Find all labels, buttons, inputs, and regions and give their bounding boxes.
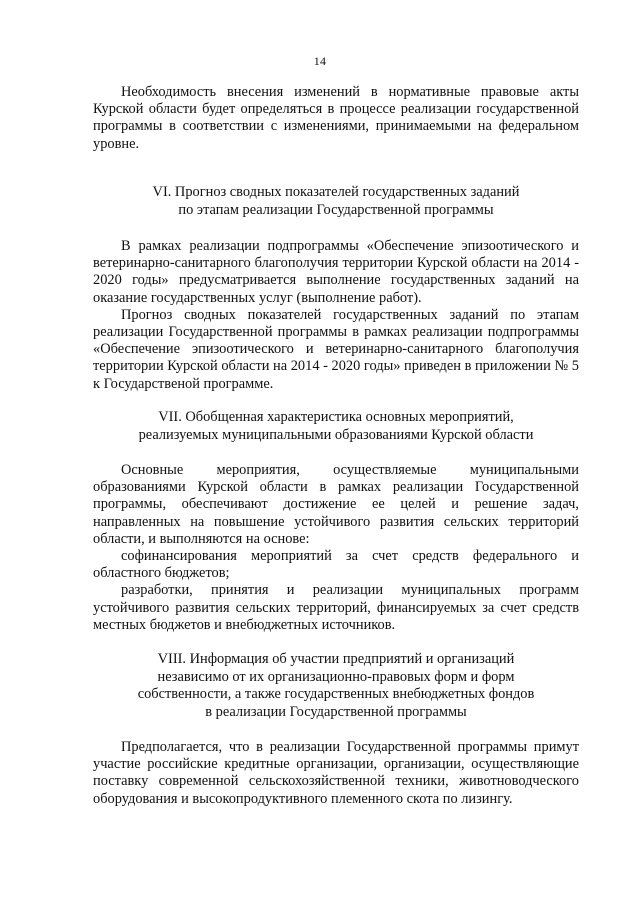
section-7-heading (93, 409, 579, 444)
section-7 (93, 409, 579, 444)
section-8-body (93, 739, 579, 808)
section-8-paragraph-1: Предполагается, что в реализации Государственной программы примут участие российские кредитные организации, организации, осуществляющие поставку современной сельскохозяйственной техники, животноводческого оборудования и высокопродуктивного племенного скота по лизингу. (93, 739, 579, 807)
section-8-heading-line-1: VIII. Информация об участии предприятий и организаций (157, 651, 515, 667)
section-6 (93, 184, 579, 219)
section-6-body (93, 238, 579, 393)
section-7-paragraph-1: Основные мероприятия, осуществляемые муниципальными образованиями Курской области в рамках реализации Государственной программы, обеспечивают достижение ее целей и решение задач, направленных на повышение устойчивого развития сельских территорий области, и выполняются на основе: (93, 462, 579, 547)
section-7-paragraph-3: разработки, принятия и реализации муниципальных программ устойчивого развития сельских территорий, финансируемых за счет средств местных бюджетов и внебюджетных источников. (93, 582, 579, 633)
section-6-heading (93, 184, 579, 219)
section-6-heading-line-1: VI. Прогноз сводных показателей государственных заданий (152, 184, 520, 200)
section-8-heading-line-2: независимо от их организационно-правовых форм и форм (157, 668, 515, 685)
intro-block (93, 84, 579, 153)
page-number: 14 (313, 54, 327, 68)
section-6-paragraph-1: В рамках реализации подпрограммы «Обеспечение эпизоотического и ветеринарно-санитарного благополучия территории Курской области на 2014 - 2020 годы» предусматривается выполнение государственных заданий на оказание государственных услуг (выполнение работ). (93, 238, 579, 306)
section-8-heading-line-3: собственности, а также государственных внебюджетных фондов (137, 686, 535, 702)
section-7-heading-line-1: VII. Обобщенная характеристика основных мероприятий, (158, 409, 514, 425)
section-8 (93, 651, 579, 721)
section-6-heading-line-2: по этапам реализации Государственной программы (178, 201, 494, 218)
section-8-heading-line-4: в реализации Государственной программы (205, 703, 467, 720)
section-7-paragraph-2: софинансирования мероприятий за счет средств федерального и областного бюджетов; (93, 548, 579, 582)
section-7-body (93, 462, 579, 634)
section-6-paragraph-2: Прогноз сводных показателей государственных заданий по этапам реализации Государственной программы в рамках реализации подпрограммы «Обеспечение эпизоотического и ветеринарно-санитарного благополучия территории Курской области на 2014 - 2020 годы» приведен в приложении № 5 к Государственой программе. (93, 306, 579, 392)
section-7-heading-line-2: реализуемых муниципальными образованиями Курской области (138, 426, 534, 443)
intro-paragraph: Необходимость внесения изменений в нормативные правовые акты Курской области будет определяться в процессе реализации государственной программы в соответствии с изменениями, принимаемыми на федеральном уровне. (93, 84, 579, 152)
section-8-heading (93, 651, 579, 721)
